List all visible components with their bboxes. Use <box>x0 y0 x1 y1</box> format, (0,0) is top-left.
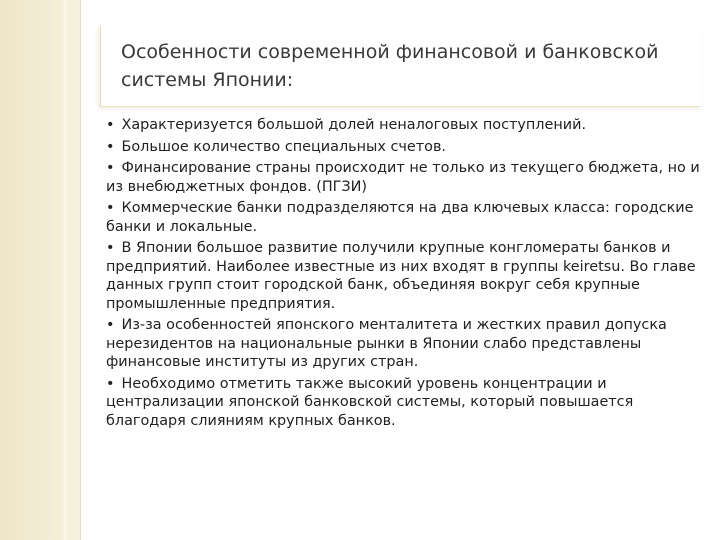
decorative-side-band <box>0 0 80 540</box>
bullet-item <box>106 116 706 135</box>
bullet-text: Коммерческие банки подразделяются на два ключевых класса: городские банки и локальные. <box>106 200 694 235</box>
title-box <box>100 26 701 107</box>
bullet-text: Большое количество специальных счетов. <box>121 138 447 155</box>
bullet-marker: • <box>106 200 115 216</box>
bullet-list <box>106 116 706 433</box>
bullet-marker: • <box>106 317 115 333</box>
bullet-text: Характеризуется большой долей неналоговых поступлений. <box>121 117 587 133</box>
bullet-item <box>106 199 706 236</box>
bullet-item <box>106 138 706 157</box>
bullet-marker: • <box>106 117 115 133</box>
bullet-text: Финансирование страны происходит не только из текущего бюджета, но и из внебюджетных фондов. (ПГЗИ) <box>106 160 700 195</box>
bullet-text: Из-за особенностей японского менталитета и жестких правил допуска нерезидентов на национальные рынки в Японии слабо представлены финансовые институты из других стран. <box>106 317 667 370</box>
bullet-text: В Японии большое развитие получили крупные конгломераты банков и предприятий. Наиболее известные из них входят в группы keiretsu. Во главе данных групп стоит городской банк, объединяя вокруг себя крупные промышленные предприятия. <box>106 240 696 312</box>
slide-title: Особенности современной финансовой и банковской системы Японии: <box>121 41 659 91</box>
decorative-band-stripe <box>62 0 68 540</box>
bullet-marker: • <box>106 375 115 392</box>
bullet-marker: • <box>106 240 115 256</box>
bullet-item <box>106 375 706 431</box>
bullet-marker: • <box>106 160 115 176</box>
bullet-item <box>106 316 706 372</box>
bullet-item <box>106 159 706 196</box>
decorative-band-edge <box>80 0 81 540</box>
bullet-text: Необходимо отметить также высокий уровень концентрации и централизации японской банковской системы, который повышается благодаря слияниям крупных банков. <box>106 375 634 429</box>
bullet-marker: • <box>106 138 115 155</box>
bullet-item <box>106 239 706 313</box>
